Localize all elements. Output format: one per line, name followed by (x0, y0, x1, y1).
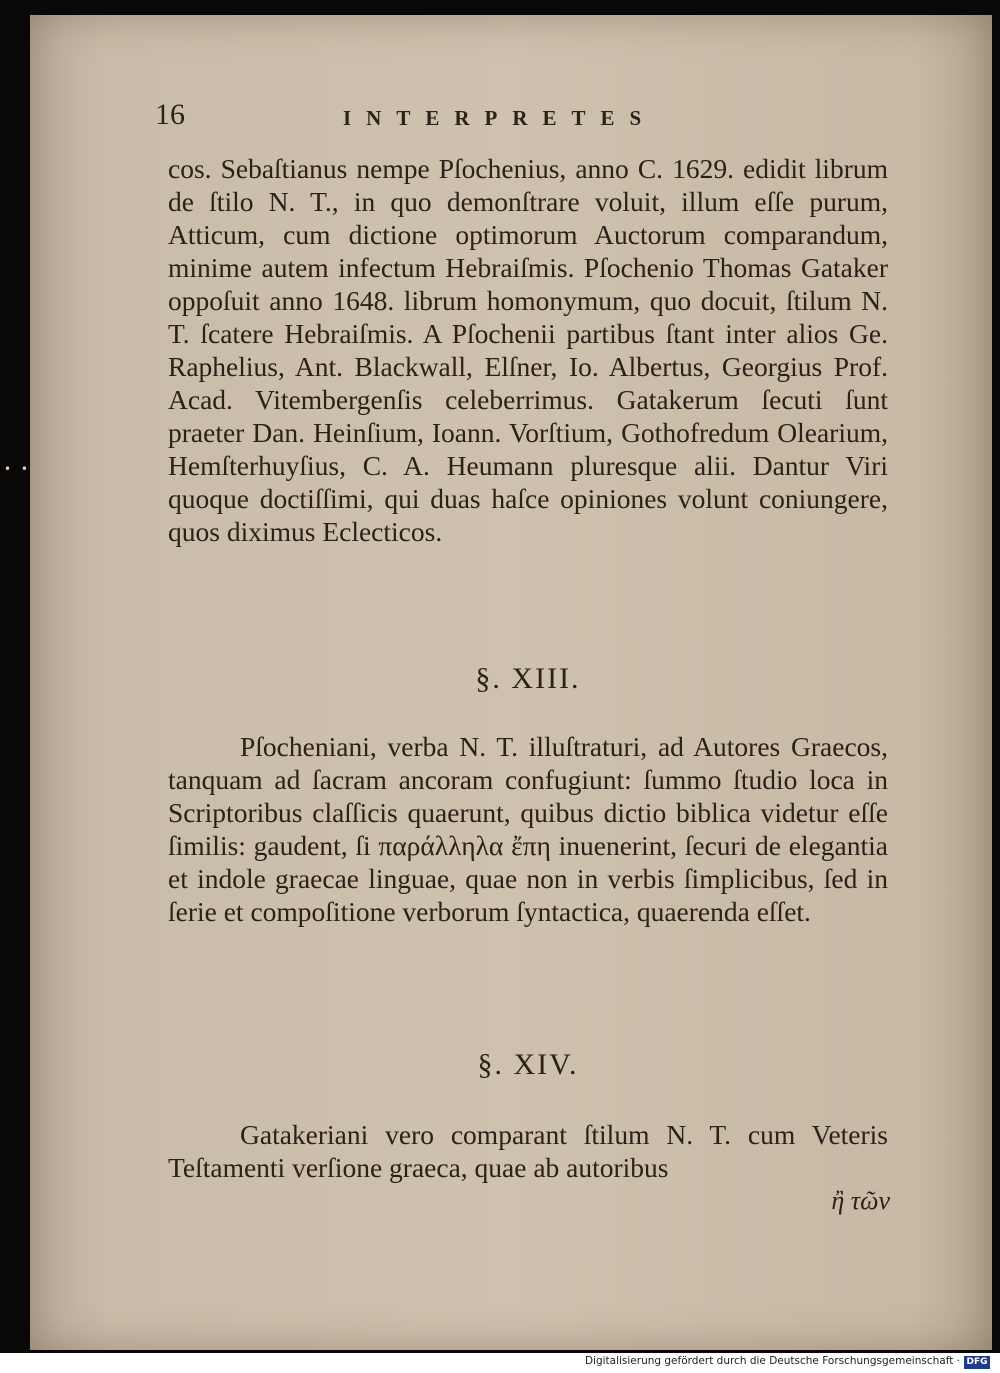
margin-marks: • • (4, 462, 31, 476)
page-header (155, 98, 895, 138)
paragraph-xiv (168, 1118, 888, 1184)
section-heading-xiii: §. XIII. (475, 662, 581, 695)
dfg-logo: DFG (964, 1356, 990, 1369)
paragraph-text: cos. Sebaſtianus nempe Pſochenius, anno C. 1629. edidit librum de ſtilo N. T., in quo demonſtrare voluit, illum eſſe purum, Atticum, cum dictione optimorum Auctorum comparandum, minime autem infectum Hebraiſmis. Pſochenio Thomas Gataker oppoſuit anno 1648. librum homonymum, quo docuit, ſtilum N. T. ſcatere Hebraiſmis. A Pſochenii partibus ſtant inter alios Ge. Raphelius, Ant. Blackwall, Elſner, Io. Albertus, Georgius Prof. Acad. Vitembergenſis celeberrimus. Gatakerum ſecuti ſunt praeter Dan. Heinſium, Ioann. Vorſtium, Gothofredum Olearium, Hemſterhuyſius, C. A. Heumann pluresque alii. Dantur Viri quoque doctiſſimi, qui duas haſce opiniones volunt coniungere, quos diximus Eclecticos. (168, 153, 888, 547)
funding-notice: Digitalisierung gefördert durch die Deutsche Forschungsgemeinschaft · (584, 1355, 960, 1367)
paragraph-text: Pſocheniani, verba N. T. illuſtraturi, ad Autores Graecos, tanquam ad ſacram ancoram confugiunt: ſummo ſtudio loca in Scriptoribus claſſicis quaerunt, quibus dictio biblica videtur eſſe ſimilis: gaudent, ſi παράλληλα ἔπη inuenerint, ſecuri de elegantia et indole graecae linguae, quae non in verbis ſimplicibus, ſed in ſerie et compoſitione verborum ſyntactica, quaerenda eſſet. (168, 731, 888, 927)
page-number: 16 (155, 98, 185, 131)
paragraph-text: Gatakeriani vero comparant ſtilum N. T. cum Veteris Teſtamenti verſione graeca, quae ab autoribus (168, 1119, 888, 1183)
section-heading-xiv: §. XIV. (477, 1048, 579, 1081)
running-title: INTERPRETES (343, 106, 657, 130)
paragraph-continuation (168, 152, 888, 548)
footer-bar (0, 1353, 1000, 1373)
paragraph-xiii (168, 730, 888, 928)
catchword: ἢ τῶν (831, 1186, 890, 1215)
